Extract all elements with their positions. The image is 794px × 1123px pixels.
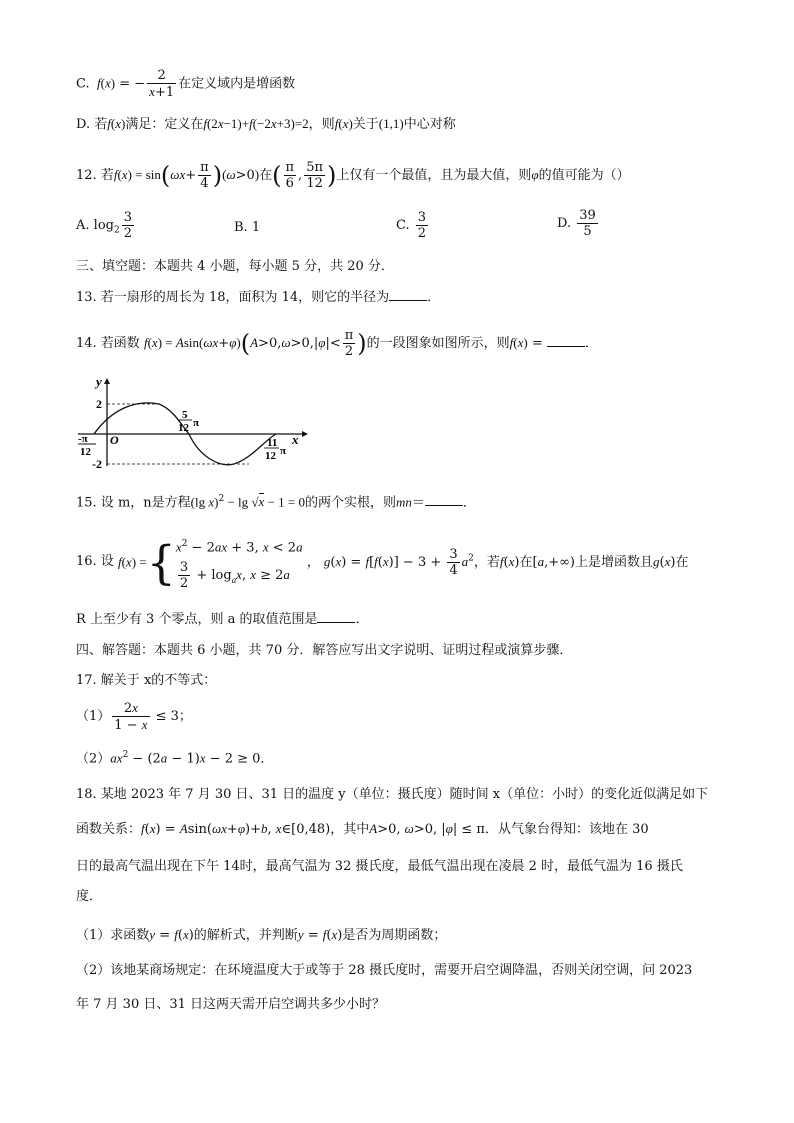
svg-text:π: π xyxy=(280,445,287,457)
x-tick-left-num: -π xyxy=(78,433,88,445)
x-axis-label: x xyxy=(292,432,299,447)
question-12: 12. 若f(x) = sin(ωx+ $\frac{\pi}{4}$ )(ω>0)在( $\frac{\pi}{6}$ , $\frac{5\pi}{12}$ )上仅有一个最值，且为最大值，则φ的值可能为（） xyxy=(76,160,630,191)
sine-graph xyxy=(74,376,314,468)
question-18-part-2b: 年 7 月 30 日、31 日这两天需开启空调共多少小时？ xyxy=(76,997,386,1012)
question-16-cont: R 上至少有 3 个零点，则 a 的取值范围是 ． xyxy=(76,608,369,631)
question-15: 15. 设 m，n是方程(lg x)$^2$ − lg √x − 1 = 0的两个实根，则mn＝ ． xyxy=(76,488,476,514)
answer-blank[interactable] xyxy=(389,286,427,301)
x-tick-right-num: 11 xyxy=(267,437,278,449)
q12-option-a: A. $\log_2$ $\frac{3}{2}$ xyxy=(76,210,132,241)
svg-text:π: π xyxy=(193,417,200,429)
section-3-heading: 三、填空题：本题共 4 小题，每小题 5 分，共 20 分． xyxy=(76,259,394,274)
question-17-part-2: $(2)ax^2 - (2a - 1)x - 2 \ge 0$． xyxy=(76,750,274,767)
question-17-part-1: （1） $\frac{2x}{1 - x}$ ≤ 3； xyxy=(76,700,192,733)
origin-label: O xyxy=(110,433,119,447)
question-18-part-1: （1）求函数y = f(x)的解析式，并判断y = f(x)是否为周期函数； xyxy=(76,927,447,943)
question-13: 13. 若一扇形的周长为 18，面积为 14，则它的半径为 ． xyxy=(76,286,440,309)
q12-option-d: D. $\frac{39}{5}$ xyxy=(557,208,596,239)
x-tick-right-den: 12 xyxy=(265,450,276,462)
question-16: 16. 设 f(x) ={ $x^2 - 2ax + 3$, x < 2a $\frac{3}{2}$ + $\log_ax$, x ≥ 2a ， g(x) = f[f(x)] − 3 + $\frac{3}{4}$ $a^2$，若f(x)在[a,+∞)上是增函数且g(x)在 xyxy=(76,535,689,592)
question-18-line-3: 日的最高气温出现在下午 14时，最高气温为 32 摄氏度，最低气温出现在凌晨 2 时，最低气温为 16 摄氏 xyxy=(76,859,683,874)
y-tick-neg2: -2 xyxy=(92,457,102,468)
answer-blank[interactable] xyxy=(547,332,585,347)
question-18-part-2a: （2）该地某商场规定：在环境温度大于或等于 28 摄氏度时，需要开启空调降温，否则关闭空调，问 2023 xyxy=(76,963,693,978)
option-c: C. f(x) = − $\frac{2}{x+1}$ 在定义域内是增函数 xyxy=(76,68,296,100)
question-18-line-2: 函数关系：f(x) = Asin(ωx+φ)+b, x∈[0,48)，其中A>0, ω>0, |φ| ≤ π．从气象台得知：该地在 30 xyxy=(76,821,649,837)
y-tick-2: 2 xyxy=(96,397,102,411)
question-14: 14. 若函数 f(x) = Asin(ωx+φ)(A>0,ω>0,|φ|< $\frac{\pi}{2}$ )的一段图象如图所示，则f(x) = ． xyxy=(76,328,598,359)
y-axis-label: y xyxy=(96,376,102,389)
x-tick-mid-den: 12 xyxy=(178,422,189,434)
x-tick-mid-num: 5 xyxy=(182,409,188,421)
option-d: D. 若f(x)满足：定义在f(2x−1)+f(−2x+3)=2，则f(x)关于(1,1)中心对称 xyxy=(76,116,456,132)
section-4-heading: 四、解答题：本题共 6 小题，共 70 分．解答应写出文字说明、证明过程或演算步骤． xyxy=(76,643,573,658)
question-18-line-1: 18. 某地 2023 年 7 月 30 日、31 日的温度 y（单位：摄氏度）随时间 x（单位：小时）的变化近似满足如下 xyxy=(76,787,709,802)
answer-blank[interactable] xyxy=(317,608,355,623)
question-18-line-4: 度． xyxy=(76,889,103,904)
answer-blank[interactable] xyxy=(425,491,463,506)
q12-option-b: B. 1 xyxy=(234,220,261,235)
x-tick-left-den: 12 xyxy=(80,446,91,458)
question-17: 17. 解关于 x的不等式： xyxy=(76,673,217,688)
q12-option-c: C. $\frac{3}{2}$ xyxy=(396,210,427,241)
